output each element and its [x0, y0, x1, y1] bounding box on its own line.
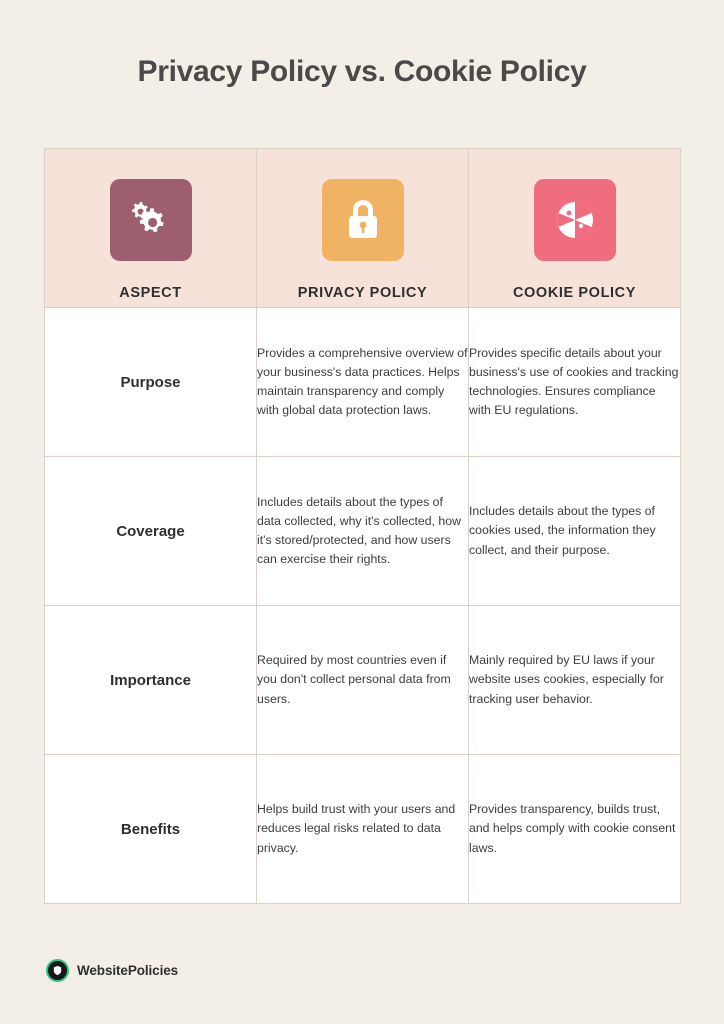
- header-cell-aspect: [45, 149, 257, 308]
- brand-name: WebsitePolicies: [77, 963, 179, 978]
- comparison-table-wrapper: [44, 148, 680, 904]
- row-aspect-label: Purpose: [45, 308, 257, 457]
- row-privacy-text: Required by most countries even if you don't collect personal data from users.: [257, 606, 469, 755]
- header-label-aspect: ASPECT: [119, 285, 182, 301]
- table-row: [45, 755, 681, 904]
- padlock-icon: [322, 179, 404, 261]
- footer-brand: [46, 959, 178, 982]
- header-cell-privacy: [257, 149, 469, 308]
- row-cookie-text: Mainly required by EU laws if your website uses cookies, especially for tracking user behavior.: [469, 606, 681, 755]
- table-header-row: [45, 149, 681, 308]
- row-privacy-text: Includes details about the types of data collected, why it's collected, how it's stored/protected, and how users can exercise their rights.: [257, 457, 469, 606]
- row-aspect-label: Benefits: [45, 755, 257, 904]
- header-cell-cookie: [469, 149, 681, 308]
- row-cookie-text: Includes details about the types of cookies used, the information they collect, and their purpose.: [469, 457, 681, 606]
- table-row: [45, 308, 681, 457]
- page-title: Privacy Policy vs. Cookie Policy: [137, 55, 587, 88]
- websitepolicies-logo-icon: [46, 959, 69, 982]
- row-privacy-text: Provides a comprehensive overview of your business's data practices. Helps maintain transparency and comply with global data protection laws.: [257, 308, 469, 457]
- row-cookie-text: Provides specific details about your business's use of cookies and tracking technologies. Ensures compliance with EU regulations.: [469, 308, 681, 457]
- cookie-icon: [534, 179, 616, 261]
- row-aspect-label: Importance: [45, 606, 257, 755]
- table-header: [45, 149, 681, 308]
- table-row: [45, 457, 681, 606]
- gears-icon: [110, 179, 192, 261]
- row-privacy-text: Helps build trust with your users and reduces legal risks related to data privacy.: [257, 755, 469, 904]
- row-cookie-text: Provides transparency, builds trust, and helps comply with cookie consent laws.: [469, 755, 681, 904]
- table-row: [45, 606, 681, 755]
- comparison-table: [44, 148, 681, 904]
- row-aspect-label: Coverage: [45, 457, 257, 606]
- table-body: [45, 308, 681, 904]
- header-label-cookie: COOKIE POLICY: [512, 285, 636, 301]
- header-label-privacy: PRIVACY POLICY: [297, 285, 428, 301]
